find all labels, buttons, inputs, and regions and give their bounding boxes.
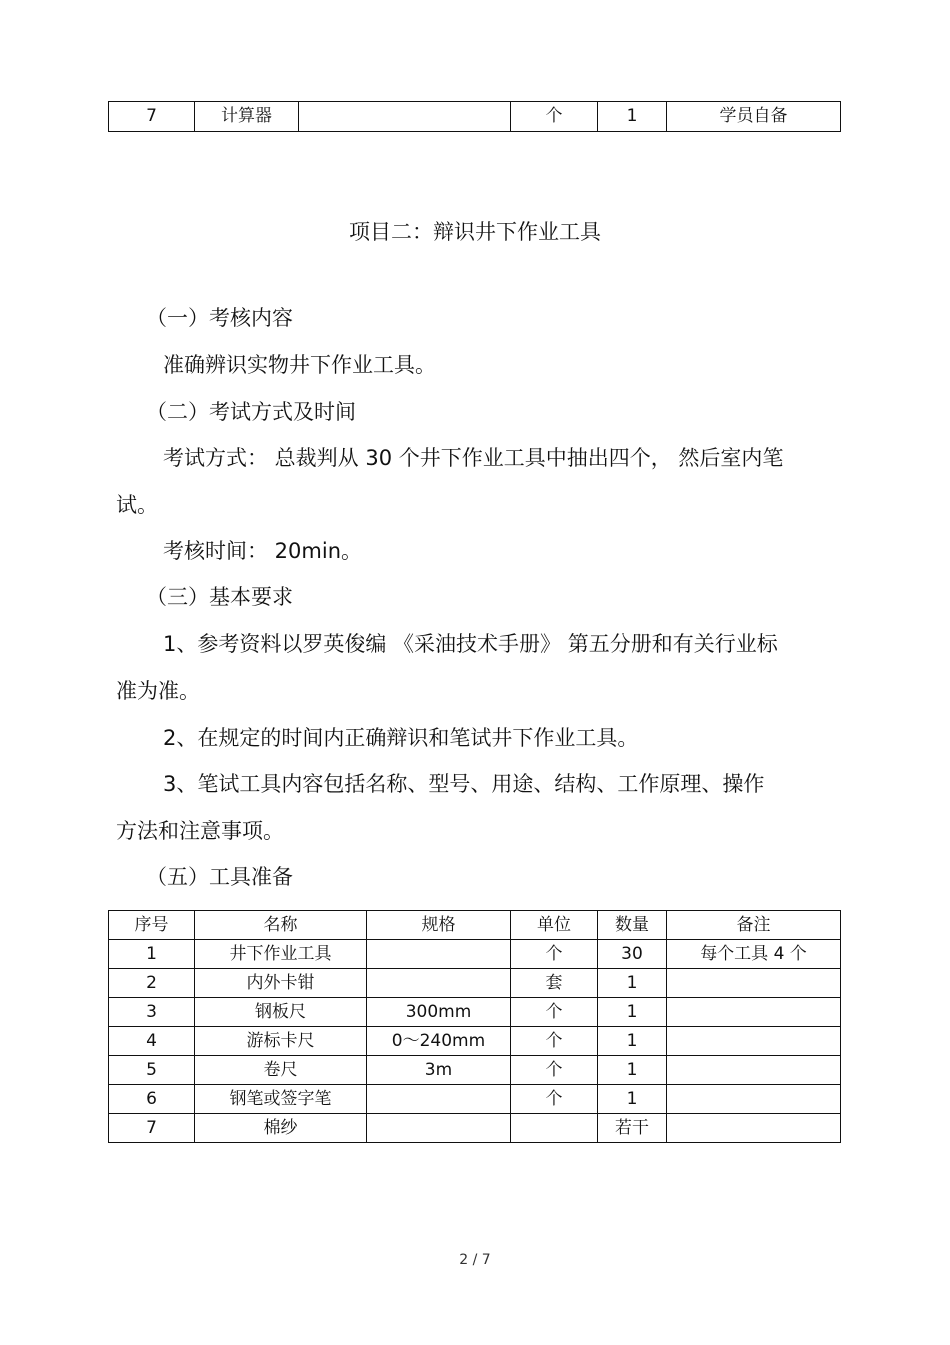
heading-requirements: （三）基本要求 <box>146 585 293 609</box>
cell-qty: 1 <box>598 1085 667 1114</box>
cell-note <box>667 1085 841 1114</box>
cell-no: 6 <box>109 1085 195 1114</box>
cell-name: 钢板尺 <box>195 998 367 1027</box>
header-no: 序号 <box>109 911 195 940</box>
tools-table <box>108 910 841 1143</box>
cell-spec <box>367 1114 511 1143</box>
cell-unit: 个 <box>511 102 598 132</box>
header-spec: 规格 <box>367 911 511 940</box>
cell-spec <box>367 1085 511 1114</box>
cell-spec: 300mm <box>367 998 511 1027</box>
cell-name: 井下作业工具 <box>195 940 367 969</box>
header-unit: 单位 <box>511 911 598 940</box>
cell-no: 2 <box>109 969 195 998</box>
cell-name: 内外卡钳 <box>195 969 367 998</box>
cell-qty: 1 <box>598 102 667 132</box>
cell-spec: 0～240mm <box>367 1027 511 1056</box>
table-header-row <box>109 911 841 940</box>
header-name: 名称 <box>195 911 367 940</box>
cell-no: 1 <box>109 940 195 969</box>
cell-no: 3 <box>109 998 195 1027</box>
cell-unit: 个 <box>511 1056 598 1085</box>
cell-unit: 个 <box>511 1027 598 1056</box>
cell-unit <box>511 1114 598 1143</box>
cell-qty: 1 <box>598 969 667 998</box>
paragraph-exam-time: 考核时间： 20min。 <box>163 539 362 563</box>
cell-name: 卷尺 <box>195 1056 367 1085</box>
paragraph-exam-method-line2: 试。 <box>116 493 158 517</box>
header-qty: 数量 <box>598 911 667 940</box>
cell-note <box>667 1056 841 1085</box>
cell-spec <box>367 940 511 969</box>
cell-no: 7 <box>109 1114 195 1143</box>
cell-name: 钢笔或签字笔 <box>195 1085 367 1114</box>
requirement-1-line2: 准为准。 <box>116 679 200 703</box>
requirement-1-line1: 1、参考资料以罗英俊编 《采油技术手册》 第五分册和有关行业标 <box>163 632 778 656</box>
cell-no: 7 <box>109 102 195 132</box>
cell-qty: 30 <box>598 940 667 969</box>
requirement-3-line2: 方法和注意事项。 <box>116 819 284 843</box>
cell-note <box>667 998 841 1027</box>
table-row <box>109 998 841 1027</box>
requirement-3-line1: 3、笔试工具内容包括名称、型号、用途、结构、工作原理、操作 <box>163 772 765 796</box>
page-number: 2 / 7 <box>459 1252 491 1268</box>
table-row <box>109 1114 841 1143</box>
table-row <box>109 969 841 998</box>
cell-unit: 个 <box>511 940 598 969</box>
cell-note <box>667 1027 841 1056</box>
heading-content: （一）考核内容 <box>146 306 293 330</box>
cell-unit: 个 <box>511 998 598 1027</box>
cell-no: 4 <box>109 1027 195 1056</box>
section-title: 项目二：辩识井下作业工具 <box>349 220 601 244</box>
header-note: 备注 <box>667 911 841 940</box>
heading-tool-prep: （五）工具准备 <box>146 865 293 889</box>
cell-no: 5 <box>109 1056 195 1085</box>
table-row <box>109 1027 841 1056</box>
table-row <box>109 1085 841 1114</box>
cell-name: 计算器 <box>195 102 299 132</box>
paragraph-content: 准确辨识实物井下作业工具。 <box>163 353 436 377</box>
table-row <box>109 1056 841 1085</box>
cell-note: 每个工具 4 个 <box>667 940 841 969</box>
cell-unit: 套 <box>511 969 598 998</box>
table-row <box>109 102 841 132</box>
cell-qty: 1 <box>598 1027 667 1056</box>
table-row <box>109 940 841 969</box>
cell-qty: 若干 <box>598 1114 667 1143</box>
cell-name: 棉纱 <box>195 1114 367 1143</box>
cell-note <box>667 969 841 998</box>
heading-exam-method: （二）考试方式及时间 <box>146 400 356 424</box>
cell-spec <box>299 102 511 132</box>
cell-note <box>667 1114 841 1143</box>
requirement-2: 2、在规定的时间内正确辩识和笔试井下作业工具。 <box>163 726 639 750</box>
cell-qty: 1 <box>598 1056 667 1085</box>
cell-qty: 1 <box>598 998 667 1027</box>
paragraph-exam-method-line1: 考试方式： 总裁判从 30 个井下作业工具中抽出四个， 然后室内笔 <box>163 446 784 470</box>
cell-name: 游标卡尺 <box>195 1027 367 1056</box>
cell-note: 学员自备 <box>667 102 841 132</box>
cell-unit: 个 <box>511 1085 598 1114</box>
cell-spec: 3m <box>367 1056 511 1085</box>
continued-table <box>108 101 841 132</box>
cell-spec <box>367 969 511 998</box>
